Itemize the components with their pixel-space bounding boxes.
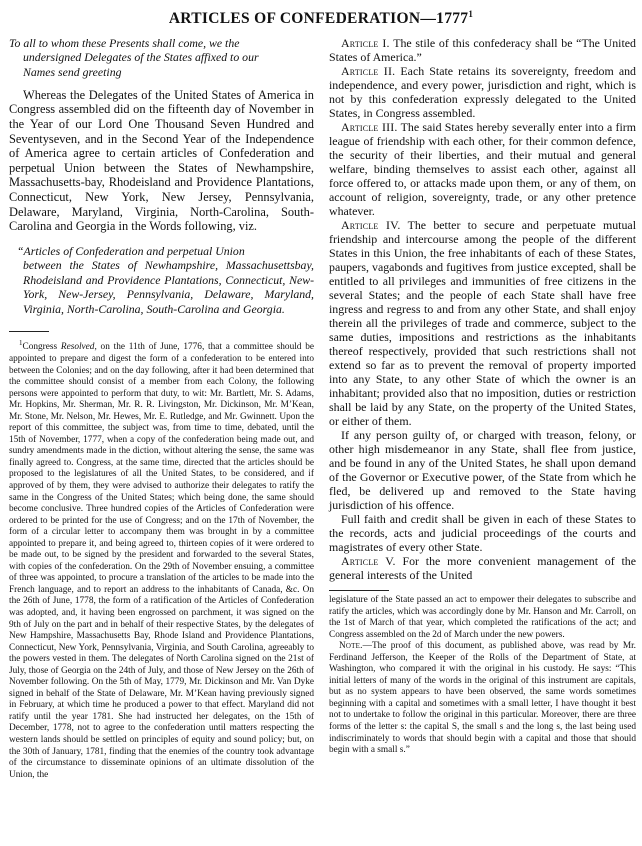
article-text: The stile of this confederacy shall be “The United States of America.” [329,36,636,64]
left-column [9,36,314,781]
articles-list [329,36,636,582]
footnote-divider [9,331,49,332]
footnote-1-mark: 1 [19,339,23,348]
footnote-continuation: legislature of the State passed an act to empower their delegates to subscribe and ratify the articles, which was accordingly done by Mr. Hanson and Mr. Carroll, on the 1st of March of that year, which completed the ratifications of the act; and Congress assembled on the 2d of March under the new powers. [329,595,636,640]
greeting-line-2: undersigned Delegates of the States affixed to our [23,50,259,65]
footnote-note [329,641,636,756]
article-label: Article III. [341,120,398,134]
right-column [329,36,636,757]
article-text: The better to secure and perpetuate mutual friendship and intercourse among the people of the different States in this Union, the free inhabitants of each of these States, paupers, vagabonds and fugitives from justice excepted, shall be entitled to all privileges and immunities of free citizens in the several States; and the people of each State shall have free ingress and regress to and from any other State, and shall enjoy therein all the privileges of trade and commerce, subject to the same duties, impositions and restrictions as the inhabitants thereof respectively, provided that such restrictions shall not extend so far as to prevent the removal of property imported into any State, to any other State of which the owner is an inhabitant; provided also that no imposition, duties or restriction shall be laid by any State, on the property of the United States, or either of them. [329,218,636,428]
greeting-line-1: To all to whom these Presents shall come, we the [9,36,240,50]
title-footnote-mark: 1 [468,9,474,19]
footnote-1-text: , on the 11th of June, 1776, that a committee should be appointed to prepare and digest the form of a confederation to be entered into between the Colonies; and on the day following, after it had been determined that the committee should consist of a member from each Colony, the following persons were appointed to perform that duty, to wit: Mr. Bartlett, Mr. S. Adams, Mr. Hopkins, Mr. Sherman, Mr. R. R. Livingston, Mr. Dickinson, Mr. M’Kean, Mr. Stone, Mr. Nelson, Mr. Hewes, Mr. E. Rutledge, and Mr. Gwinnett. Upon the report of this committee, the subject was, from time to time, debated, until the 15th of November, 1777, when a copy of the confederation being made out, and sundry amendments made in the diction, without altering the sense, the same was finally agreed to. Congress, at the same time, directed that the articles should be proposed to the legislatures of all the United States, to be considered, and if approved of by them, they were advised to authorize their delegates to ratify the same in the Congress of the United States; which being done, the same should become conclusive. Three hundred copies of the Articles of Confederation were ordered to be printed for the use of Congress; and on the 17th of November, the form of a circular letter to accompany them was brought in by a committee appointed to prepare it, and being agreed to, thirteen copies of it were ordered to be made out, to be signed by the president and forwarded to the several States, with copies of the confederation. On the 29th of November ensuing, a committee of three was appointed, to procure a translation of the articles to be made into the French language, and to report an address to the inhabitants of Canada, &c. On the 26th of June, 1778, the form of a ratification of the Articles of Confederation was adopted, and, it having been engrossed on parchment, it was signed on the 9th of July on the part and in behalf of their respective States, by the delegates of New Hampshire, Massachusetts Bay, Rhode Island and Providence Plantations, Connecticut, New York, Pennsylvania, Virginia, and South Carolina, agreeably to the powers vested in them. The delegates of North Carolina signed on the 21st of July, those of Georgia on the 24th of July, and those of New Jersey on the 26th of November following. On the 5th of May, 1779, Mr. Dickinson and Mr. Van Dyke signed in behalf of the State of Delaware, Mr. M’Kean having previously signed in February, at which time he produced a power to that effect. Maryland did not ratify until the year 1781. She had instructed her delegates, on the 15th of December, 1778, not to agree to the confederation until matters respecting the western lands should be settled on principles of equity and sound policy; but, on the 30th of January, 1781, finding that the enemies of the country took advantage of the circumstance to disseminate opinions of an ultimate dissolution of the Union, the [9,342,314,780]
footnote-1 [9,338,314,781]
title-text: ARTICLES OF CONFEDERATION—1777 [168,10,469,28]
article-text: The said States hereby severally enter into a firm league of friendship with each other, for their common defence, the security of their liberties, and their mutual and general welfare, binding themselves to assist each other, against all force offered to, or attacks made upon them, or any of them, on account of religion, sovereignty, trade, or any other pretence whatever. [329,120,636,218]
quoted-heading [9,244,314,317]
footnote-1-lead: Congress [22,342,58,353]
document-title [0,9,642,28]
article-label: Article II. [341,64,396,78]
article-text: Each State retains its sovereignty, freedom and independence, and every power, jurisdiction and right, which is not by this confederation expressly delegated to the United States, in Congress assembled. [329,64,636,120]
article-label: Article IV. [341,218,401,232]
footnote-note-text: —The proof of this document, as published above, was read by Mr. Ferdinand Jefferson, the Keeper of the Rolls of the Department of State, at Washington, who compared it with the original in his custody. He says: “This initial letters of many of the words in the original of this instrument are capitals, but as no system appears to have been observed, the same words sometimes beginning with a capital and sometimes with a small letter, I have thought it best not to undertake to follow the original in this particular. Moreover, there are three forms of the letter s: the capital S, the small s and the long s, the last being used indiscriminately to words that should begin with a capital and those that should begin with a small s.” [329,641,636,756]
footnote-1-resolved: Resolved [60,342,95,353]
quoted-heading-rest: between the States of Newhampshire, Massachusettsbay, Rhodeisland and Providence Plantations, Connecticut, New-York, New-Jersey, Pennsylvania, Delaware, Maryland, Virginia, North-Carolina, South-Carolina and Georgia. [23,258,314,316]
article-paragraph [329,36,636,64]
article-paragraph [329,428,636,512]
article-label: Article V. [341,554,396,568]
article-text: Full faith and credit shall be given in each of these States to the records, acts and judicial proceedings of the courts and magistrates of every other State. [329,512,636,554]
article-text: For the more convenient management of the general interests of the United [329,554,636,582]
greeting-line-3: Names send greeting [23,64,122,79]
quoted-heading-line-1: “Articles of Confederation and perpetual Union [17,243,245,258]
preamble-paragraph: Whereas the Delegates of the United States of America in Congress assembled did on the fifteenth day of November in the Year of our Lord One Thousand Seven Hundred and Seventyseven, and in the Second Year of the Independence of America agree to certain articles of Confederation and perpetual Union between the States of Newhampshire, Massachusetts-bay, Rhodeisland and Providence Plantations, Connecticut, New York, New Jersey, Pennsylvania, Delaware, Maryland, Virginia, North-Carolina, South-Carolina and Georgia in the Words following, viz. [9,87,314,234]
article-paragraph [329,554,636,582]
footnote-divider-right [329,590,389,591]
article-paragraph [329,512,636,554]
greeting [9,36,314,79]
article-paragraph [329,64,636,120]
article-paragraph [329,218,636,428]
article-label: Article I. [341,36,390,50]
article-text: If any person guilty of, or charged with treason, felony, or other high misdemeanor in any State, shall flee from justice, and be found in any of the United States, he shall upon demand of the Governor or Executive power, of the State from which he fled, be delivered up and removed to the State having jurisdiction of his offence. [329,428,636,512]
article-paragraph [329,120,636,218]
footnote-note-label: Note. [339,641,363,652]
